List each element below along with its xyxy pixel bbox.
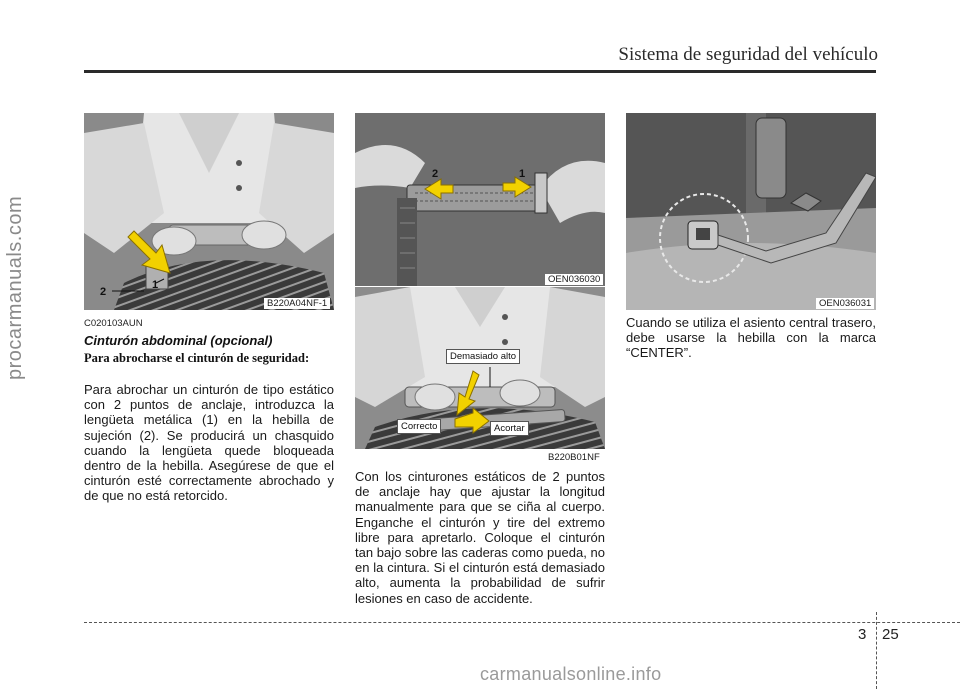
page-number: 25 <box>882 626 899 643</box>
section-subtitle: Para abrocharse el cinturón de seguridad: <box>84 351 310 365</box>
page-separator <box>876 612 877 689</box>
figure-rear-center-seat <box>626 113 876 310</box>
fig2-callout-2: 2 <box>432 168 439 180</box>
fig2-callout-1: 1 <box>519 168 526 180</box>
fig3-label-shorten: Acortar <box>490 421 529 436</box>
fig2-code: OEN036030 <box>545 274 603 285</box>
fig1-code: B220A04NF-1 <box>264 298 330 309</box>
section-title: Cinturón abdominal (opcional) <box>84 333 273 348</box>
fig3-code: B220B01NF <box>545 452 603 463</box>
figure-belt-adjustment <box>355 113 605 286</box>
section-code: C020103AUN <box>84 318 143 329</box>
column2-body: Con los cinturones estáticos de 2 puntos de anclaje hay que ajustar la longitud manualmente para que se ciña al cuerpo. Enganche el cinturón y tire del extremo libre para apretarlo. Coloque el cinturón tan bajo sobre las caderas como pueda, no en la cintura. Si el cinturón está demasiado alto, aumenta la probabilidad de sufrir lesiones en caso de accidente. <box>355 469 605 606</box>
figure-lap-belt-buckling <box>84 113 334 310</box>
figure-belt-position <box>355 287 605 449</box>
side-watermark[interactable]: procarmanuals.com <box>4 195 26 380</box>
fig4-code: OEN036031 <box>816 298 874 309</box>
page-chapter: 3 <box>858 626 867 643</box>
bottom-watermark[interactable]: carmanualsonline.info <box>480 664 662 684</box>
fig3-label-correct: Correcto <box>397 419 441 434</box>
footer-rule <box>84 622 960 623</box>
fig1-callout-2: 2 <box>100 286 107 298</box>
fig1-callout-1: 1 <box>152 279 159 291</box>
page-header-title: Sistema de seguridad del vehículo <box>618 44 878 65</box>
section-body: Para abrochar un cinturón de tipo estático con 2 puntos de anclaje, introduzca la lengüeta metálica (1) en la hebilla de sujeción (2). Se producirá un chasquido cuando la lengüeta quede bloqueada dentro de la hebilla. Asegúrese de que el cinturón esté correctamente abrochado y de que no está retorcido. <box>84 382 334 504</box>
column3-body: Cuando se utiliza el asiento central trasero, debe usarse la hebilla con la marca “CENTER”. <box>626 315 876 361</box>
fig3-label-too-high: Demasiado alto <box>446 349 520 364</box>
header-rule <box>84 70 876 73</box>
